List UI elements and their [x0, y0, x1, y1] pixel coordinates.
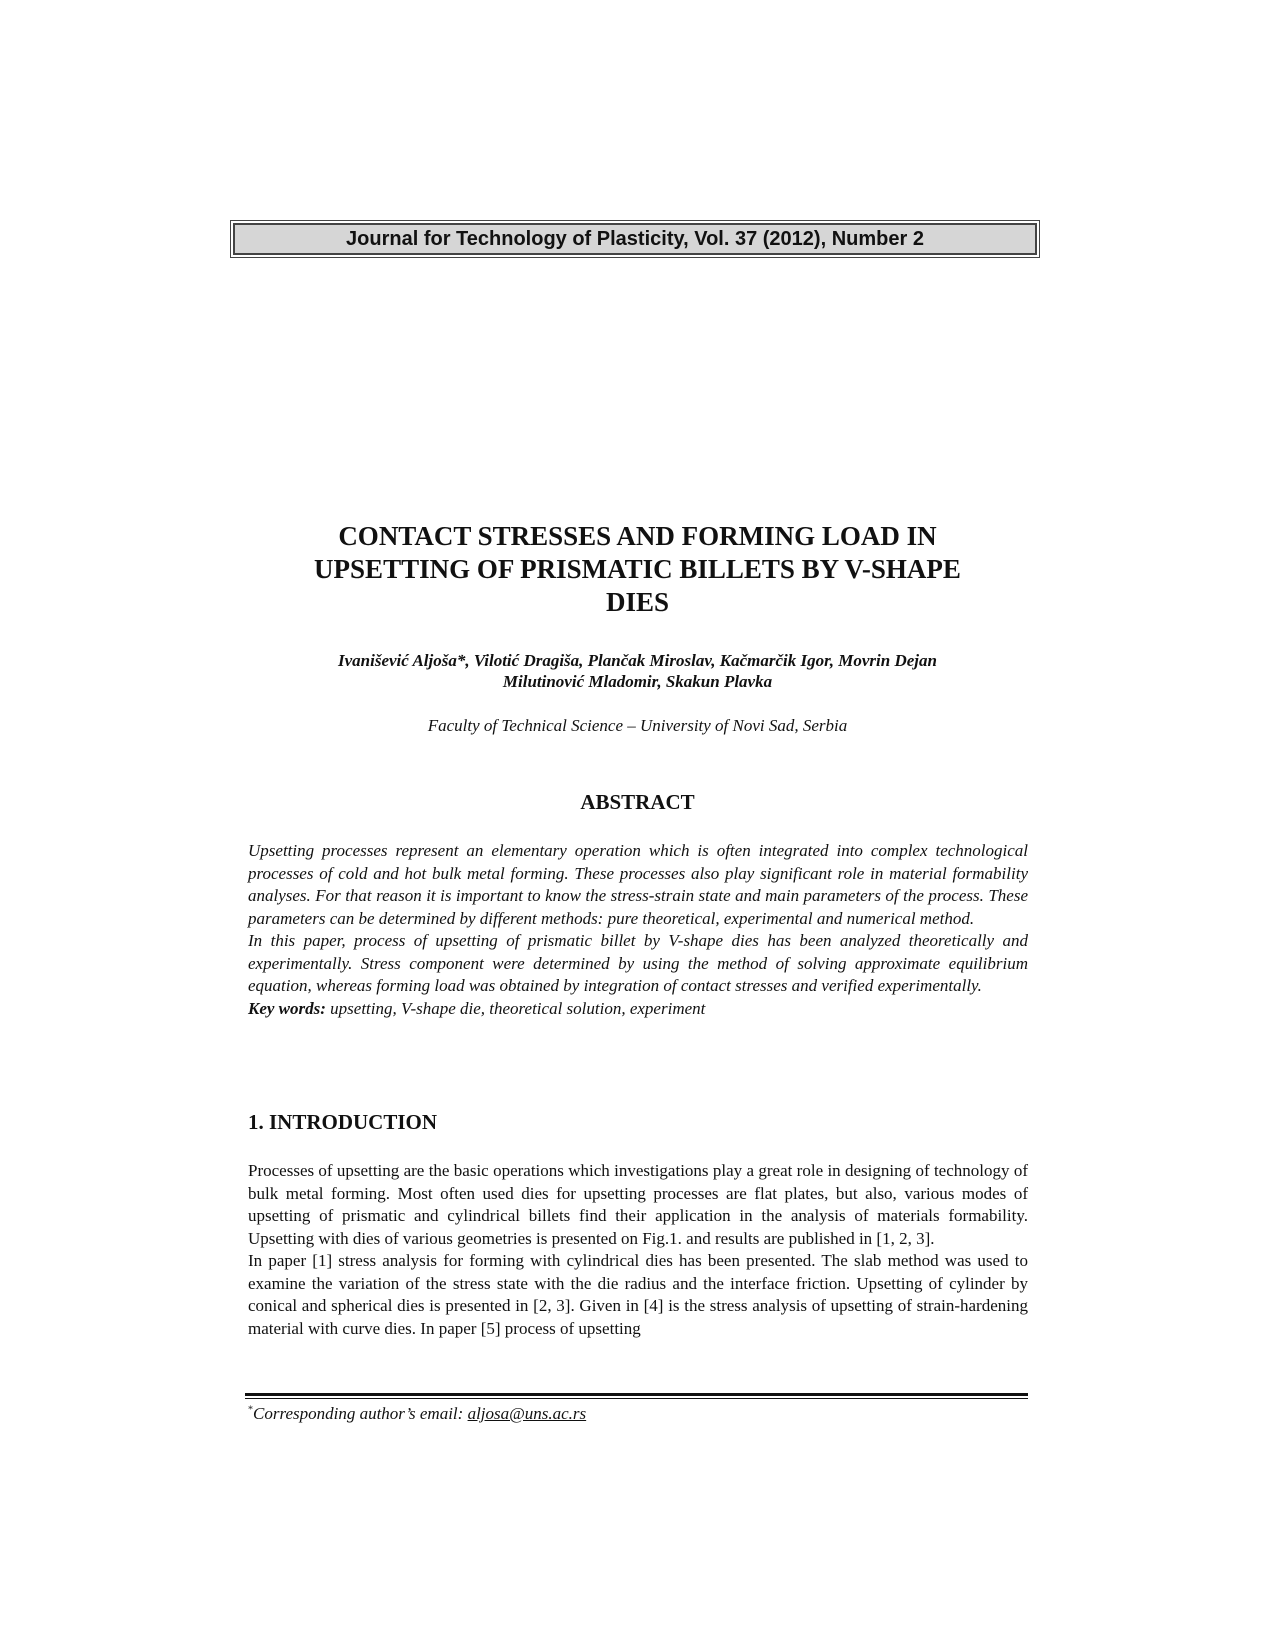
paper-title: [240, 520, 1035, 619]
introduction-body: [248, 1160, 1028, 1340]
title-line-2: UPSETTING OF PRISMATIC BILLETS BY V-SHAPE: [314, 554, 961, 584]
footnote-divider: [245, 1393, 1028, 1396]
title-line-3: DIES: [605, 587, 670, 617]
keywords-text: upsetting, V-shape die, theoretical solution, experiment: [325, 998, 706, 1018]
introduction-paragraph-2: In paper [1] stress analysis for forming with cylindrical dies has been presented. The slab method was used to examine the variation of the stress state with the die radius and the interface friction. Upsetting of cylinder by conical and spherical dies is presented in [2, 3]. Given in [4] is the stress analysis of upsetting of strain-hardening material with curve dies. In paper [5] process of upsetting: [248, 1251, 1028, 1338]
footnote-divider-thin: [245, 1398, 1028, 1399]
abstract-heading: ABSTRACT: [580, 790, 695, 814]
footnote: [248, 1404, 586, 1424]
author-email-link[interactable]: aljosa@uns.ac.rs: [467, 1404, 587, 1423]
abstract-paragraph-1: Upsetting processes represent an elementary operation which is often integrated into complex technological processes of cold and hot bulk metal forming. These processes also play significant role in material formability analyses. For that reason it is important to know the stress-strain state and main parameters of the process. These parameters can be determined by different methods: pure theoretical, experimental and numerical method.: [248, 841, 1028, 928]
introduction-paragraph-1: Processes of upsetting are the basic operations which investigations play a great role in designing of technology of bulk metal forming. Most often used dies for upsetting processes are flat plates, but also, various modes of upsetting of prismatic and cylindrical billets find their application in the analysis of materials formability. Upsetting with dies of various geometries is presented on Fig.1. and results are published in [1, 2, 3].: [248, 1161, 1028, 1248]
abstract-body: [248, 840, 1028, 1020]
keywords-label: Key words:: [248, 998, 326, 1018]
footnote-text: Corresponding author’s email:: [253, 1404, 468, 1423]
keywords: [248, 998, 1028, 1021]
journal-header: [233, 223, 1037, 255]
authors-line-2: Milutinović Mladomir, Skakun Plavka: [502, 672, 773, 691]
introduction-heading: 1. INTRODUCTION: [248, 1110, 438, 1134]
journal-header-text: Journal for Technology of Plasticity, Vol. 37 (2012), Number 2: [346, 227, 924, 250]
affiliation: Faculty of Technical Science – University of Novi Sad, Serbia: [427, 716, 848, 735]
author-list: [240, 650, 1035, 692]
title-line-1: CONTACT STRESSES AND FORMING LOAD IN: [338, 521, 937, 551]
authors-line-1: Ivanišević Aljoša*, Vilotić Dragiša, Plančak Miroslav, Kačmarčik Igor, Movrin Dejan: [338, 651, 937, 670]
footnote-marker: *: [248, 1404, 253, 1416]
abstract-paragraph-2: In this paper, process of upsetting of prismatic billet by V-shape dies has been analyzed theoretically and experimentally. Stress component were determined by using the method of solving approximate equilibrium equation, whereas forming load was obtained by integration of contact stresses and verified experimentally.: [248, 931, 1028, 995]
